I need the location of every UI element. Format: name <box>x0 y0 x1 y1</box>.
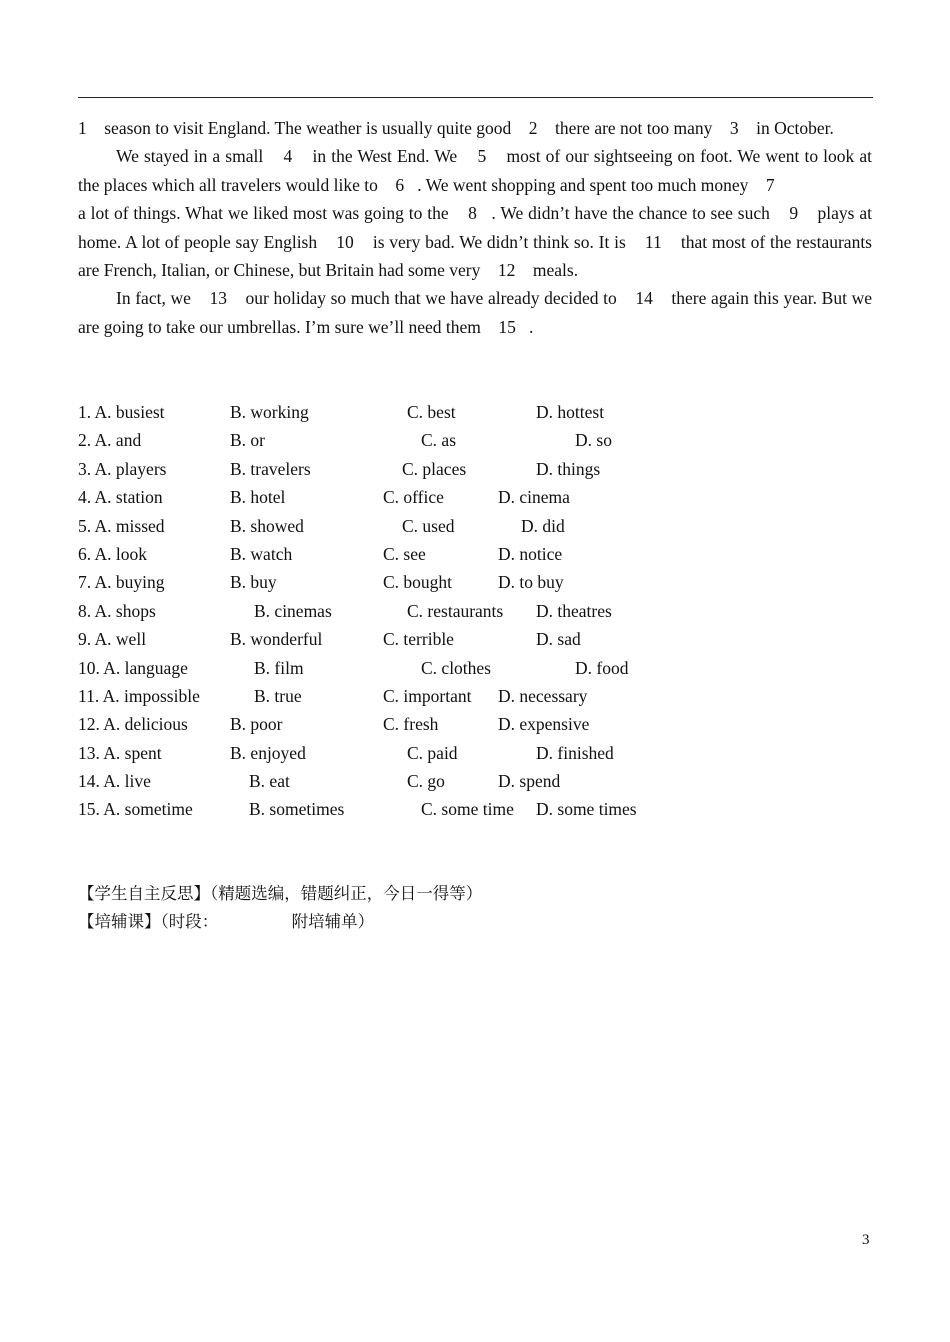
option-c: C. fresh <box>383 714 439 735</box>
option-a: 13. A. spent <box>78 742 162 763</box>
question-row <box>78 682 872 710</box>
option-a: 12. A. delicious <box>78 714 188 735</box>
option-b: B. poor <box>230 714 283 735</box>
option-c: C. terrible <box>383 629 454 650</box>
option-c: C. go <box>407 771 445 792</box>
option-a: 2. A. and <box>78 430 142 451</box>
option-b: B. film <box>254 657 304 678</box>
option-b: B. working <box>230 402 309 422</box>
question-row <box>78 767 872 795</box>
option-d: D. things <box>536 458 601 479</box>
option-a: 9. A. well <box>78 629 147 650</box>
option-a: 10. A. language <box>78 657 188 678</box>
option-a: 4. A. station <box>78 487 163 508</box>
question-row <box>78 540 872 568</box>
option-d: D. spend <box>498 771 561 792</box>
option-c: C. as <box>421 430 456 451</box>
option-d: D. to buy <box>498 572 564 593</box>
reflection-section <box>78 880 872 937</box>
option-c: C. used <box>402 515 455 536</box>
option-b: B. hotel <box>230 487 286 508</box>
option-a: 7. A. buying <box>78 572 165 593</box>
passage-line-1: 1 season to visit England. The weather is usually quite good 2 there are not too many 3 in October. <box>78 118 834 138</box>
tutoring-line: 【培辅课】（时段： 附培辅单） <box>78 912 375 932</box>
option-c: C. clothes <box>421 657 491 678</box>
question-row <box>78 483 872 511</box>
option-a: 5. A. missed <box>78 515 165 536</box>
question-row <box>78 512 872 540</box>
question-row <box>78 625 872 653</box>
answer-options <box>78 398 872 824</box>
option-d: D. hottest <box>536 402 605 422</box>
option-a: 3. A. players <box>78 458 167 479</box>
header-rule <box>78 97 873 98</box>
option-c: C. some time <box>421 799 514 820</box>
option-d: D. sad <box>536 629 581 650</box>
option-d: D. finished <box>536 742 614 763</box>
option-b: B. showed <box>230 515 304 536</box>
option-c: C. see <box>383 543 426 564</box>
option-d: D. expensive <box>498 714 590 735</box>
option-a: 14. A. live <box>78 771 151 792</box>
option-a: 15. A. sometime <box>78 799 193 820</box>
cloze-passage <box>78 114 872 341</box>
question-row <box>78 739 872 767</box>
option-d: D. cinema <box>498 487 570 508</box>
option-c: C. office <box>383 487 444 508</box>
question-row <box>78 710 872 738</box>
option-b: B. enjoyed <box>230 742 306 763</box>
question-row <box>78 398 872 426</box>
passage-paragraph-4: In fact, we 13 our holiday so much that we have already decided to 14 there again this year. But we are going to take our umbrellas. I’m sure we’ll need them 15 . <box>78 288 872 337</box>
option-b: B. buy <box>230 572 277 593</box>
option-b: B. eat <box>249 771 290 792</box>
passage-paragraph-2: We stayed in a small 4 in the West End. We 5 most of our sightseeing on foot. We went to look at the places which all travelers would like to 6 . We went shopping and spent too much money 7 <box>78 146 872 195</box>
option-d: D. some times <box>536 799 637 820</box>
option-c: C. important <box>383 685 472 706</box>
question-row <box>78 455 872 483</box>
page-number: 3 <box>862 1232 870 1248</box>
option-a: 11. A. impossible <box>78 685 200 706</box>
option-d: D. theatres <box>536 600 612 621</box>
option-b: B. true <box>254 685 302 706</box>
option-b: B. or <box>230 430 265 451</box>
question-row <box>78 597 872 625</box>
question-row <box>78 426 872 454</box>
option-a: 1. A. busiest <box>78 402 165 422</box>
option-b: B. sometimes <box>249 799 345 820</box>
option-b: B. cinemas <box>254 600 332 621</box>
option-d: D. so <box>575 430 612 451</box>
option-a: 8. A. shops <box>78 600 156 621</box>
option-c: C. bought <box>383 572 453 593</box>
student-reflection-line: 【学生自主反思】（精题选编，错题纠正，今日一得等） <box>78 884 483 903</box>
question-row <box>78 654 872 682</box>
option-c: C. restaurants <box>407 600 504 621</box>
option-b: B. watch <box>230 543 293 564</box>
passage-paragraph-3: a lot of things. What we liked most was going to the 8 . We didn’t have the chance to see such 9 plays at home. A lot of people say English 10 is very bad. We didn’t think so. It is 11 that most of the restaurants are French, Italian, or Chinese, but Britain had some very 12 meals. <box>78 203 872 281</box>
question-row <box>78 568 872 596</box>
question-row <box>78 795 872 823</box>
option-a: 6. A. look <box>78 543 148 564</box>
option-b: B. wonderful <box>230 629 323 650</box>
option-d: D. food <box>575 657 629 678</box>
option-d: D. necessary <box>498 685 588 706</box>
option-c: C. best <box>407 402 456 422</box>
option-d: D. did <box>521 515 565 536</box>
option-d: D. notice <box>498 543 563 564</box>
option-c: C. paid <box>407 742 458 763</box>
option-b: B. travelers <box>230 458 311 479</box>
option-c: C. places <box>402 458 467 479</box>
